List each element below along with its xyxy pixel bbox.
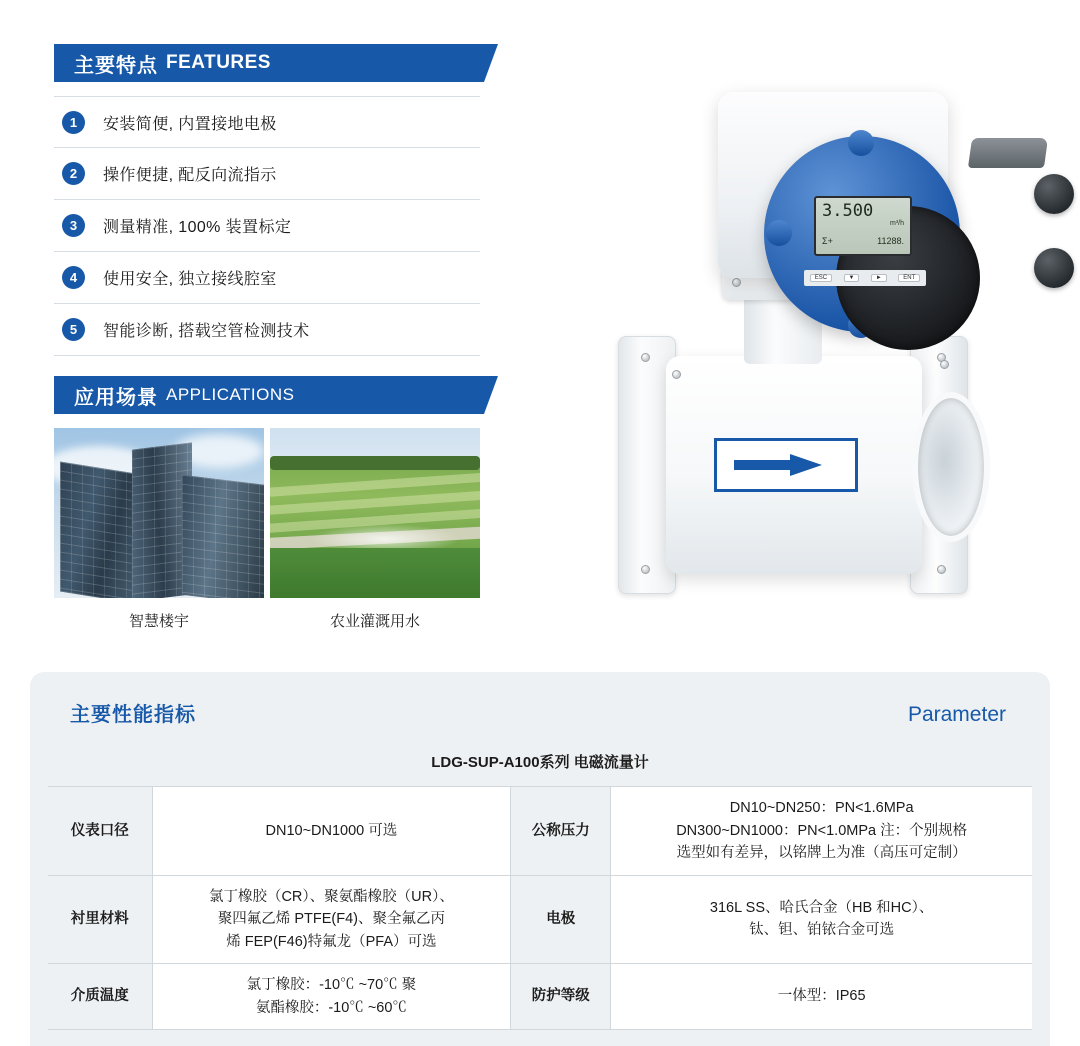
lcd-unit: m³/h	[890, 220, 904, 227]
features-title-cn: 主要特点	[74, 54, 158, 77]
feature-number-badge: 5	[62, 318, 85, 341]
feature-number-badge: 1	[62, 111, 85, 134]
model-title: LDG-SUP-A100系列 电磁流量计	[48, 743, 1032, 787]
application-caption: 智慧楼宇	[128, 613, 189, 630]
feature-text: 使用安全, 独立接线腔室	[103, 271, 277, 288]
spec-key: 介质温度	[48, 964, 152, 1030]
spec-value: 氯丁橡胶（CR）、聚氨酯橡胶（UR）、 聚四氟乙烯 PTFE(F4)、聚全氟乙丙 烯 FEP(F46)特氟龙（PFA）可选	[152, 875, 511, 963]
spec-key: 电极	[511, 875, 611, 963]
pipe-bore	[912, 392, 990, 542]
spec-value: 316L SS、哈氏合金（HB 和HC）、 钛、钽、铂铱合金可选	[611, 875, 1032, 963]
applications-title-en: APPLICATIONS	[166, 385, 295, 404]
spec-key: 公称压力	[511, 787, 611, 875]
key-ent[interactable]: ENT	[898, 274, 920, 282]
key-right[interactable]: ►	[871, 274, 887, 282]
specification-table	[48, 743, 1032, 1030]
application-item	[54, 428, 264, 631]
spec-key: 仪表口径	[48, 787, 152, 875]
spec-value: DN10~DN250：PN<1.6MPa DN300~DN1000：PN<1.0MPa 注：个别规格 选型如有差异，以铭牌上为准（高压可定制）	[611, 787, 1032, 875]
list-item	[54, 200, 480, 252]
features-title-en: FEATURES	[166, 52, 271, 73]
parameter-title-cn: 主要性能指标	[70, 704, 196, 726]
feature-number-badge: 4	[62, 266, 85, 289]
feature-text: 操作便捷, 配反向流指示	[103, 167, 277, 184]
table-row	[48, 787, 1032, 875]
list-item	[54, 304, 480, 356]
spec-value: 一体型：IP65	[611, 964, 1032, 1030]
list-item	[54, 96, 480, 148]
features-section-header	[54, 44, 484, 82]
skyscraper-photo	[54, 428, 264, 598]
farmland-irrigation-photo	[270, 428, 480, 598]
table-row	[48, 964, 1032, 1030]
list-item	[54, 148, 480, 200]
key-down[interactable]: ▼	[844, 274, 860, 282]
table-row	[48, 875, 1032, 963]
cable-port-2	[1034, 248, 1074, 288]
applications-section-header	[54, 376, 484, 414]
lcd-display	[814, 196, 912, 256]
spec-value: 氯丁橡胶：-10℃ ~70℃ 聚 氨酯橡胶：-10℃ ~60℃	[152, 964, 511, 1030]
flange-bolt	[940, 360, 949, 369]
application-caption: 农业灌溉用水	[329, 613, 420, 630]
feature-number-badge: 2	[62, 162, 85, 185]
feature-number-badge: 3	[62, 214, 85, 237]
cable-port-1	[1034, 174, 1074, 214]
lcd-total-symbol: Σ+	[822, 236, 833, 246]
feature-text: 智能诊断, 搭载空管检测技术	[103, 323, 310, 340]
left-column	[54, 44, 484, 631]
electromagnetic-flowmeter-photo	[600, 40, 1030, 640]
lcd-main-value: 3.500	[822, 201, 874, 221]
housing-hood	[968, 138, 1048, 168]
features-list	[54, 96, 480, 356]
keypad[interactable]	[804, 270, 926, 286]
spec-key: 防护等级	[511, 964, 611, 1030]
applications-title-cn: 应用场景	[74, 386, 158, 409]
flow-arrow-icon	[730, 448, 842, 482]
feature-text: 测量精准, 100% 装置标定	[103, 219, 292, 236]
applications-section	[54, 376, 484, 631]
applications-image-row	[54, 428, 484, 631]
application-item	[270, 428, 480, 631]
feature-text: 安装简便, 内置接地电极	[103, 115, 277, 133]
converter-housing	[718, 92, 948, 281]
lcd-total-value: 11288.	[877, 236, 904, 246]
parameter-title-en: Parameter	[907, 703, 1006, 726]
spec-key: 衬里材料	[48, 875, 152, 963]
parameter-panel	[30, 672, 1050, 1046]
parameter-header	[48, 698, 1032, 727]
table-title-row	[48, 743, 1032, 787]
flow-direction-arrow-box	[714, 438, 858, 492]
list-item	[54, 252, 480, 304]
flange-bolt	[672, 370, 681, 379]
spec-value: DN10~DN1000 可选	[152, 787, 511, 875]
key-esc[interactable]: ESC	[810, 274, 832, 282]
